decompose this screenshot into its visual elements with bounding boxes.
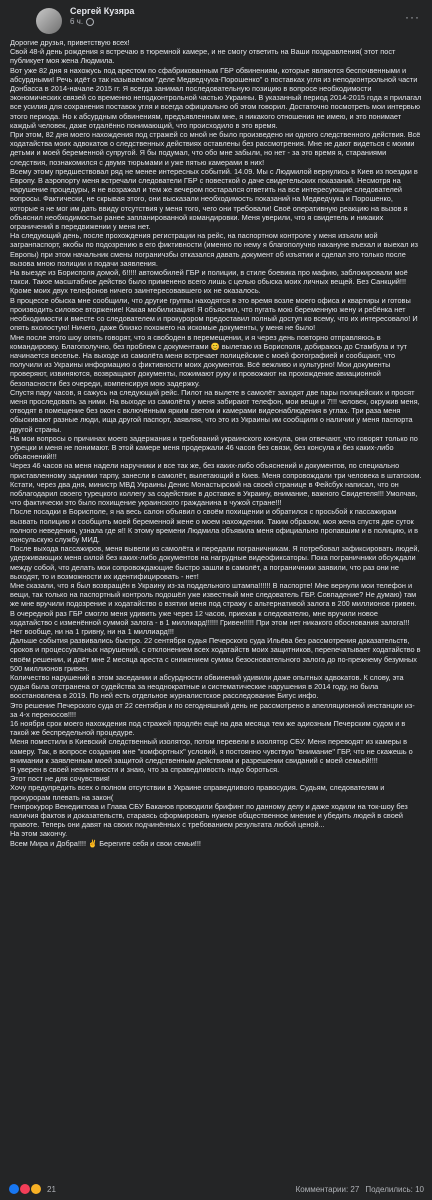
post-paragraph: Дорогие друзья, приветствую всех! — [10, 38, 130, 47]
post-meta — [70, 6, 134, 27]
post-paragraph: В процессе обыска мне сообщили, что другие группы находятся в это время возле моего офиса и квартиры и готовы производить силовое вторжение! Какая мобилизация! Я объяснил, что пугать мою беременную жену и ребёнка нет необходимости и вместе со следователем и прокурором предоставил полный доступ ко всему, что их интересовало! И опять вхолостую! Ничего, даже близко похожего на искомые документы, у меня не было! — [10, 295, 418, 333]
post-time-row — [70, 17, 134, 27]
author-name[interactable]: Сергей Кузяра — [70, 6, 135, 16]
globe-icon — [86, 18, 94, 26]
post-paragraph: После посадки в Борисполе, я на весь салон объявил о своём похищении и обратился с просьбой к пассажирам вызвать полицию и сообщить моей беременной жене о моем нахождении. Таким образом, моя жена спустя две суток полного неведения, узнала где я!! К этому времени Людмила объявила меня официально пропавшим и в полицию, и в консульскую службу МИД. — [10, 507, 419, 544]
comments-count[interactable]: Комментарии: 27 — [295, 1184, 360, 1194]
post-stats — [296, 1185, 424, 1194]
more-options-icon[interactable]: ··· — [405, 10, 420, 24]
post-paragraph: При этом, 82 дня моего нахождения под стражей со мной не было произведено ни одного следственного действия. Всё ходатайства моих адвокатов о следственных действиях оставлены без рассмотрения. Мне не дают видеться с моими детьми и моей беременной супругой. Я бы подумал, что обо мне забыли, но нет - за это время я, стараниями следствия, познакомился с двумя тюрьмами и уже пятью камерами в них! — [10, 130, 421, 167]
post-footer — [8, 1182, 424, 1196]
post-paragraph: Всем Мира и Добра!!!! ✌ Берегите себя и свои семьи!!! — [10, 838, 201, 848]
shares-count[interactable]: Поделились: 10 — [365, 1184, 424, 1194]
post-paragraph: Этот пост не для сочувствия! — [10, 774, 110, 784]
post-paragraph: На мои вопросы о причинах моего задержания и требований украинского консула, они отвечают, что говорят только по турецки и меня не понимают. В этой камере меня продержали 46 часов без связи, без консула и без каких-либо объяснений!!! — [10, 433, 418, 462]
post-paragraph: На выезде из Борисполя домой, 6!!!!! автомобилей ГБР и полиции, в стиле боевика про мафию, заблокировали моё такси. Такое масштабное действо было применено всего лишь с целью обыска моих личных вещей. Без Санкций!!! Кроме моих двух телефонов ничего заинтересовавшего их не оказалось. — [10, 268, 408, 296]
post-paragraph: Меня поместили в Киевский следственный изолятор, потом перевели в изолятор СБУ. Меня переводят из камеры в камеру. Так, в вопросе создания мне "комфортных" условий, я постоянно чувствую "внимание" ГБР, что не скажешь о внимании к заявленным моей защитой следственным действиям и разрешении свиданий с моей семьёй!!!! — [10, 737, 413, 765]
post-paragraph: Дальше события развивались быстро. 22 сентября судья Печерского суда Ильёва без рассмотрения доказательств, сроков и процессуальных нарушений, с отклонением всех ходатайств моих защитников, перепечатывает ходатайство в своём решении, и даёт мне 2 месяца ареста с снижением суммы безосновательного залога до по-прежнему безумных 500 миллионов гривен. — [10, 636, 421, 673]
post-paragraph: Свой 48-й день рождения я встречаю в тюремной камере, и не смогу ответить на Ваши поздравления( этот пост публикует моя жена Людмила. — [10, 47, 396, 66]
post-paragraph: Генпрокурор Венедиктова и Глава СБУ Баканов проводили брифинг по данному делу и даже ходили на ток-шоу без наличия фактов и доказательств, стараясь сформировать нужное общественное мнение и убедить людей в своей правоте. Теперь они давят на своих подчинённых с требованием результата любой ценой... — [10, 801, 408, 830]
post-paragraph: Количество нарушений в этом заседании и абсурдности обвинений удивили даже опытных адвокатов. К слову, эта судья была отстранена от судейства за неоднократные и систематические нарушения в 2014 году, но была восстановлена в 2019. По ней есть отдельное журналистское расследование Бигус инфо. — [10, 673, 404, 701]
post-paragraph: Мне после этого шоу опять говорят, что я свободен в перемещении, и я через день повторно отправляюсь в командировку. Благополучно, без проблем с документами 😊 вылетаю из Борисполя, добираюсь до Стамбула и тут начинается веселье. На выходе из самолёта меня встречает полицейские с моей фотографией и сообщают, что получили из Украины информацию о фиктивности моих документов. Всё вежливо и культурно! Мои документы проверяют, извиняются, возвращают документы, пожимают руку и провожают на прохождение авиационной безопасности без очереди, компенсируя мою задержку. — [10, 332, 408, 388]
post-paragraph: Это решение Печерского суда от 22 сентября и по сегодняшний день не рассмотрено в апелляционной инстанции из-за 4-х переносов!!!! — [10, 700, 415, 719]
post-time[interactable]: 6 ч. — [70, 17, 84, 26]
care-reaction-icon — [30, 1183, 42, 1195]
post-header — [8, 6, 424, 38]
post-paragraph: На этом закончу. — [10, 829, 68, 839]
post-paragraph: Хочу предупредить всех о полном отсутствии в Украине справедливого правосудия. Судьям, следователям и прокурорам плевать на закон( — [10, 783, 385, 802]
post-paragraph: На следующий день, после прохождения регистрации на рейс, на паспортном контроле у меня изъяли мой загранпаспорт, якобы по подозрению в его фиктивности (именно по нему я благополучно накануне въехал и выехал из Европы) при этом начальник смены пограничзбы отказался давать документ об изъятии и сделал это только после вызова мною полиции и подачи заявления. — [10, 231, 419, 268]
post-paragraph: В очередной раз ГБР смогло меня удивить уже через 12 часов, приехав к следователю, мне вручили новое ходатайство с изменённой суммой залога - в 1 миллиард!!!!!! Гривен!!!!! При этом нет никакого обоснования залога!!! Нет вообще, ни на 1 гривну, ни на 1 миллиард!!! — [10, 608, 410, 636]
post-paragraph: 16 ноября срок моего нахождения под стражей продлён ещё на два месяца тем же адиозным Печерским судом и в такой же беспредельной процедуре. — [10, 719, 406, 738]
post-paragraph: Спустя пару часов, я сажусь на следующий рейс. Пилот на вылете в самолёт заходят две пары полицейских и просят меня проследовать за ними. На выходе из самолёта у меня забирают телефон, мои вещи и 7!!! человек, окружив меня, отводят в помещение без окон с включённым ярким светом и камерами видеонаблюдения в углах. Три раза меня обыскивают разные люди, ища другой паспорт, заявляя, что это из Украины им сообщили о наличии у меня паспорта другой страны. — [10, 387, 420, 434]
post-paragraph: Мне сказали, что я был возвращён в Украину из-за поддельного штампа!!!!!! В паспорте! Мне вернули мои телефон и вещи, так только на паспортный контроль подошёл уже известный мне следователь ГБР. Совпадение? Не думаю) там же мне вручили подозрение и ходатайство о взятии меня под стражу с альтернативой залога в 200 миллионов гривен. — [10, 580, 417, 609]
post-paragraph: Вот уже 82 дня я нахожусь под арестом по сфабрикованным ГБР обвинениям, которые являются беспочвенными и абсурдными! Речь идёт о так называемом "деле Медведчука-Порошенко" о поставках угля из неподконтрольной части Донбасса в 2014-начале 2015 гг. Я всегда занимал последовательную позицию в вопросе необходимости экономических связей со временно неподконтрольной частью Украины. В указанный период 2014-2015 года я прилагал все усилия для сохранения поставок угля и всегда официально об этом говорил. Достаточно посмотреть мои интервью этого периода. Но к абсурдным обвинениям, предъявленным мне, я никакого отношения не имею, и это понимает каждый человек, даже отдалённо понимающий, что происходило в это время. — [10, 65, 422, 130]
post-body — [8, 38, 424, 848]
post-paragraph: После выхода пассажиров, меня вывели из самолёта и передали пограничникам. Я потребовал зафиксировать людей, удерживающих меня силой без каких-либо документов на нагрудные видеофиксаторы. Пока пограничники обсуждали между собой, что делать мои сопровождающие быстро зашли в самолёт, а пограничники заявили, что раз они не выходят, то и возможности их идентифицировать - нет! — [10, 544, 420, 581]
post-paragraph: Всему этому предшествовал ряд не менее интересных событий. 14.09. Мы с Людмилой вернулись в Киев из поездки в Европу. В аэропорту меня встречали следователи ГБР с повесткой о даче свидетельских показаний. Несмотря на нарушение процедуры, я не возражал и тем же вечером постарался ответить на все интересующие следователей вопросы. Фактически, не скрывая этого, они высказали необходимость показаний на Медведчука и Порошенко, которые я не мог им дать ввиду отсутствия у меня того, чего они требовали! Своё оперативную реакцию на вызов я объяснил необходимостью ранее запланированной командировки. Меня уверили, что я свидетель и никаких ограничений в передвижении у меня нет. — [10, 166, 418, 232]
reactions-summary[interactable] — [8, 1183, 56, 1195]
post-paragraph: Я уверен в своей невиновности и знаю, что за справедливость надо бороться. — [10, 765, 280, 775]
author-avatar[interactable] — [36, 8, 62, 34]
post-paragraph: Через 46 часов на меня надели наручники и все так же, без каких-либо объяснений и документов, по специально приставленному задними тарпу, занесли в самолёт, вылетающий в Киев. Меня сопровождали три человека в штатском. Кстати, через два дня, министр МВД Украины Денис Монастырский на своей странице в Фейсбук написал, что он поблагодарил своего турецкого коллегу за содействие в доставке в Украину, внимание, важного Свидетеля!!! Умолчав, что фактически это было похищение украинского гражданина в чужой стране!!! — [10, 461, 422, 508]
reactions-count: 21 — [47, 1184, 56, 1194]
